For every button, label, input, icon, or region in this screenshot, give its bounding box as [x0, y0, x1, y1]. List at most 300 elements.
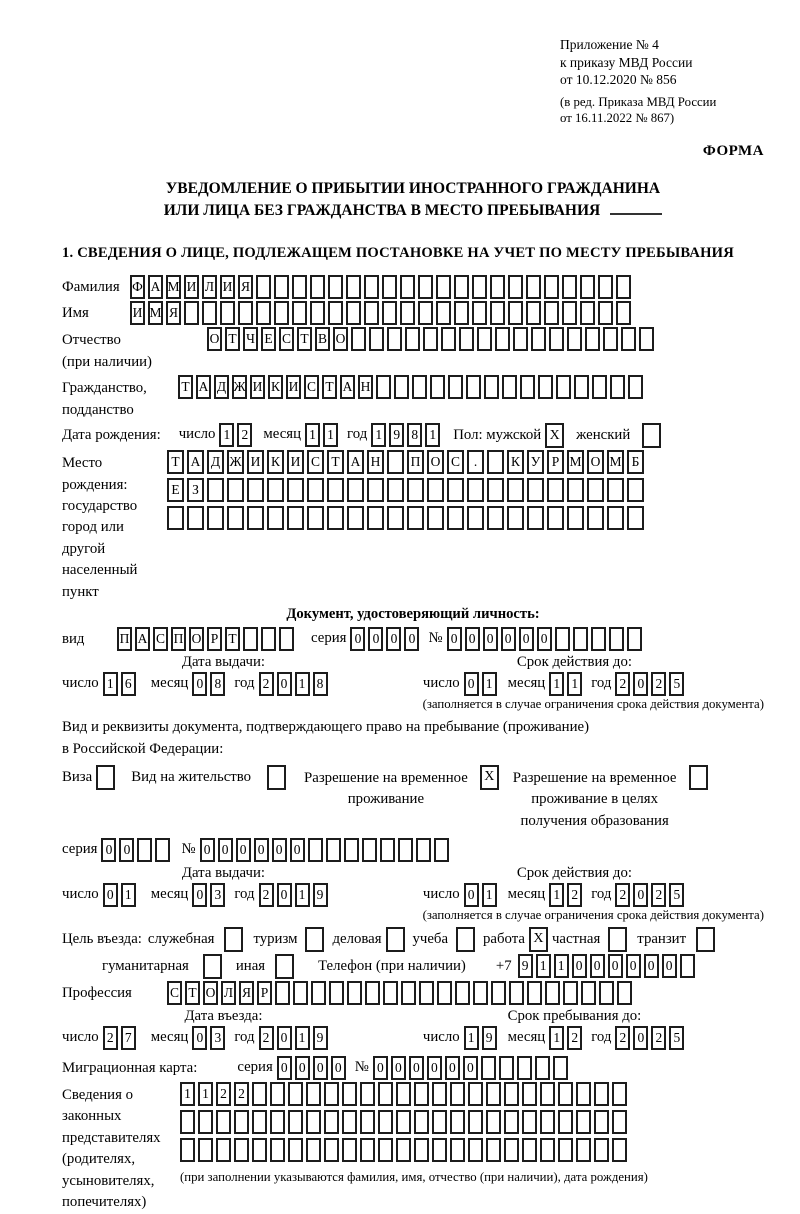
form-cell[interactable]	[594, 1138, 609, 1162]
form-cell[interactable]	[416, 838, 431, 862]
form-cell[interactable]	[307, 478, 324, 502]
form-cell[interactable]: 1	[425, 423, 440, 447]
form-cell[interactable]	[603, 327, 618, 351]
form-cell[interactable]: Т	[322, 375, 337, 399]
form-cell[interactable]: Ж	[232, 375, 247, 399]
form-cell[interactable]	[507, 478, 524, 502]
form-cell[interactable]	[592, 375, 607, 399]
form-cell[interactable]	[558, 1138, 573, 1162]
form-cell[interactable]: 1	[295, 883, 310, 907]
form-cell[interactable]: 0	[644, 954, 659, 978]
form-cell[interactable]: А	[148, 275, 163, 299]
form-cell[interactable]: Я	[166, 301, 181, 325]
purpose-business-checkbox[interactable]	[386, 927, 405, 952]
form-cell[interactable]: И	[220, 275, 235, 299]
form-cell[interactable]	[436, 275, 451, 299]
form-cell[interactable]: О	[427, 450, 444, 474]
form-cell[interactable]	[430, 375, 445, 399]
form-cell[interactable]: О	[203, 981, 218, 1005]
form-cell[interactable]	[342, 1110, 357, 1134]
form-cell[interactable]	[545, 981, 560, 1005]
form-cell[interactable]: Т	[225, 327, 240, 351]
form-cell[interactable]: 0	[350, 627, 365, 651]
form-cell[interactable]: М	[166, 275, 181, 299]
form-cell[interactable]: 1	[219, 423, 234, 447]
form-cell[interactable]	[567, 478, 584, 502]
form-cell[interactable]	[567, 327, 582, 351]
form-cell[interactable]	[414, 1110, 429, 1134]
form-cell[interactable]	[544, 301, 559, 325]
form-cell[interactable]	[558, 1110, 573, 1134]
form-cell[interactable]: С	[307, 450, 324, 474]
form-cell[interactable]	[432, 1082, 447, 1106]
form-cell[interactable]: 1	[305, 423, 320, 447]
form-cell[interactable]: Н	[358, 375, 373, 399]
form-cell[interactable]	[598, 275, 613, 299]
form-cell[interactable]: С	[279, 327, 294, 351]
form-cell[interactable]	[427, 478, 444, 502]
form-cell[interactable]	[459, 327, 474, 351]
form-cell[interactable]	[547, 478, 564, 502]
form-cell[interactable]	[227, 506, 244, 530]
form-cell[interactable]	[447, 478, 464, 502]
form-cell[interactable]: К	[507, 450, 524, 474]
form-cell[interactable]	[247, 478, 264, 502]
form-cell[interactable]	[367, 478, 384, 502]
form-cell[interactable]	[414, 1138, 429, 1162]
form-cell[interactable]	[562, 275, 577, 299]
form-cell[interactable]	[324, 1082, 339, 1106]
form-cell[interactable]	[432, 1110, 447, 1134]
form-cell[interactable]	[467, 478, 484, 502]
form-cell[interactable]	[198, 1138, 213, 1162]
sex-female-checkbox[interactable]	[642, 423, 661, 448]
form-cell[interactable]	[342, 1082, 357, 1106]
form-cell[interactable]	[527, 506, 544, 530]
form-cell[interactable]: Р	[257, 981, 272, 1005]
form-cell[interactable]	[252, 1110, 267, 1134]
form-cell[interactable]	[610, 375, 625, 399]
form-cell[interactable]	[396, 1110, 411, 1134]
form-cell[interactable]: 8	[210, 672, 225, 696]
form-cell[interactable]	[472, 275, 487, 299]
form-cell[interactable]: А	[187, 450, 204, 474]
form-cell[interactable]	[427, 506, 444, 530]
form-cell[interactable]: 0	[277, 1056, 292, 1080]
form-cell[interactable]: 8	[407, 423, 422, 447]
form-cell[interactable]	[580, 275, 595, 299]
form-cell[interactable]	[627, 506, 644, 530]
form-cell[interactable]	[387, 478, 404, 502]
form-cell[interactable]	[387, 327, 402, 351]
form-cell[interactable]	[538, 375, 553, 399]
form-cell[interactable]	[382, 301, 397, 325]
form-cell[interactable]	[234, 1110, 249, 1134]
form-cell[interactable]	[220, 301, 235, 325]
form-cell[interactable]: 9	[313, 883, 328, 907]
form-cell[interactable]	[227, 478, 244, 502]
form-cell[interactable]	[612, 1110, 627, 1134]
form-cell[interactable]	[292, 301, 307, 325]
form-cell[interactable]: 0	[501, 627, 516, 651]
form-cell[interactable]: 0	[465, 627, 480, 651]
form-cell[interactable]	[517, 1056, 532, 1080]
form-cell[interactable]	[307, 506, 324, 530]
form-cell[interactable]	[267, 478, 284, 502]
form-cell[interactable]: И	[250, 375, 265, 399]
form-cell[interactable]	[364, 275, 379, 299]
form-cell[interactable]: О	[189, 627, 204, 651]
form-cell[interactable]: 0	[633, 883, 648, 907]
form-cell[interactable]: Н	[367, 450, 384, 474]
sex-male-checkbox[interactable]: X	[545, 423, 564, 448]
form-cell[interactable]	[346, 275, 361, 299]
form-cell[interactable]: 1	[371, 423, 386, 447]
form-cell[interactable]: 3	[210, 1026, 225, 1050]
form-cell[interactable]: П	[117, 627, 132, 651]
form-cell[interactable]: 0	[254, 838, 269, 862]
form-cell[interactable]	[365, 981, 380, 1005]
form-cell[interactable]	[327, 478, 344, 502]
form-cell[interactable]: 0	[119, 838, 134, 862]
form-cell[interactable]: 0	[331, 1056, 346, 1080]
form-cell[interactable]	[369, 327, 384, 351]
form-cell[interactable]: С	[153, 627, 168, 651]
form-cell[interactable]	[347, 478, 364, 502]
form-cell[interactable]: Я	[238, 275, 253, 299]
form-cell[interactable]	[563, 981, 578, 1005]
form-cell[interactable]	[486, 1110, 501, 1134]
form-cell[interactable]: С	[304, 375, 319, 399]
form-cell[interactable]: 0	[103, 883, 118, 907]
form-cell[interactable]: М	[567, 450, 584, 474]
form-cell[interactable]: 1	[536, 954, 551, 978]
form-cell[interactable]	[609, 627, 624, 651]
form-cell[interactable]: 0	[464, 883, 479, 907]
form-cell[interactable]	[347, 981, 362, 1005]
form-cell[interactable]	[616, 301, 631, 325]
form-cell[interactable]: 2	[615, 883, 630, 907]
form-cell[interactable]	[639, 327, 654, 351]
form-cell[interactable]	[487, 478, 504, 502]
form-cell[interactable]: И	[184, 275, 199, 299]
form-cell[interactable]: 1	[180, 1082, 195, 1106]
form-cell[interactable]: 0	[386, 627, 401, 651]
form-cell[interactable]	[484, 375, 499, 399]
form-cell[interactable]	[587, 478, 604, 502]
form-cell[interactable]: 0	[662, 954, 677, 978]
form-cell[interactable]	[287, 506, 304, 530]
form-cell[interactable]: Б	[627, 450, 644, 474]
form-cell[interactable]	[400, 275, 415, 299]
form-cell[interactable]	[310, 301, 325, 325]
form-cell[interactable]	[378, 1138, 393, 1162]
form-cell[interactable]	[612, 1082, 627, 1106]
form-cell[interactable]: Л	[221, 981, 236, 1005]
form-cell[interactable]	[448, 375, 463, 399]
form-cell[interactable]	[378, 1110, 393, 1134]
form-cell[interactable]: 2	[567, 883, 582, 907]
form-cell[interactable]: О	[333, 327, 348, 351]
form-cell[interactable]: 9	[389, 423, 404, 447]
form-cell[interactable]	[310, 275, 325, 299]
form-cell[interactable]	[267, 506, 284, 530]
temp-residence-checkbox[interactable]: X	[480, 765, 499, 790]
form-cell[interactable]: 0	[192, 1026, 207, 1050]
form-cell[interactable]	[376, 375, 391, 399]
form-cell[interactable]	[540, 1082, 555, 1106]
form-cell[interactable]	[252, 1082, 267, 1106]
form-cell[interactable]	[137, 838, 152, 862]
form-cell[interactable]: И	[130, 301, 145, 325]
form-cell[interactable]	[450, 1082, 465, 1106]
form-cell[interactable]	[274, 301, 289, 325]
form-cell[interactable]: 1	[549, 883, 564, 907]
form-cell[interactable]	[522, 1110, 537, 1134]
form-cell[interactable]	[187, 506, 204, 530]
form-cell[interactable]	[447, 506, 464, 530]
purpose-tourism-checkbox[interactable]	[305, 927, 324, 952]
form-cell[interactable]	[398, 838, 413, 862]
form-cell[interactable]	[486, 1082, 501, 1106]
form-cell[interactable]	[504, 1110, 519, 1134]
form-cell[interactable]	[598, 301, 613, 325]
form-cell[interactable]	[553, 1056, 568, 1080]
form-cell[interactable]	[576, 1110, 591, 1134]
form-cell[interactable]: 9	[518, 954, 533, 978]
form-cell[interactable]	[547, 506, 564, 530]
form-cell[interactable]: Д	[214, 375, 229, 399]
form-cell[interactable]	[270, 1082, 285, 1106]
form-cell[interactable]	[616, 275, 631, 299]
form-cell[interactable]	[509, 981, 524, 1005]
form-cell[interactable]: 0	[483, 627, 498, 651]
form-cell[interactable]: 0	[272, 838, 287, 862]
form-cell[interactable]	[432, 1138, 447, 1162]
form-cell[interactable]	[327, 506, 344, 530]
form-cell[interactable]	[418, 301, 433, 325]
form-cell[interactable]: А	[340, 375, 355, 399]
form-cell[interactable]	[473, 981, 488, 1005]
form-cell[interactable]: 0	[101, 838, 116, 862]
form-cell[interactable]: А	[196, 375, 211, 399]
form-cell[interactable]: 1	[549, 672, 564, 696]
form-cell[interactable]	[396, 1082, 411, 1106]
form-cell[interactable]	[216, 1138, 231, 1162]
form-cell[interactable]	[555, 627, 570, 651]
form-cell[interactable]	[238, 301, 253, 325]
form-cell[interactable]	[293, 981, 308, 1005]
form-cell[interactable]	[412, 375, 427, 399]
form-cell[interactable]	[508, 275, 523, 299]
form-cell[interactable]	[522, 1082, 537, 1106]
form-cell[interactable]: Д	[207, 450, 224, 474]
form-cell[interactable]	[466, 375, 481, 399]
form-cell[interactable]	[306, 1110, 321, 1134]
form-cell[interactable]	[594, 1110, 609, 1134]
form-cell[interactable]	[351, 327, 366, 351]
form-cell[interactable]	[423, 327, 438, 351]
form-cell[interactable]	[436, 301, 451, 325]
form-cell[interactable]	[256, 301, 271, 325]
form-cell[interactable]	[580, 301, 595, 325]
form-cell[interactable]	[520, 375, 535, 399]
form-cell[interactable]	[628, 375, 643, 399]
form-cell[interactable]: 0	[427, 1056, 442, 1080]
form-cell[interactable]: Ч	[243, 327, 258, 351]
form-cell[interactable]: 1	[554, 954, 569, 978]
form-cell[interactable]	[346, 301, 361, 325]
form-cell[interactable]	[562, 301, 577, 325]
form-cell[interactable]: К	[267, 450, 284, 474]
form-cell[interactable]: И	[286, 375, 301, 399]
form-cell[interactable]: 6	[121, 672, 136, 696]
form-cell[interactable]: П	[407, 450, 424, 474]
form-cell[interactable]: Т	[185, 981, 200, 1005]
form-cell[interactable]	[540, 1138, 555, 1162]
form-cell[interactable]	[434, 838, 449, 862]
form-cell[interactable]	[468, 1082, 483, 1106]
form-cell[interactable]	[270, 1110, 285, 1134]
form-cell[interactable]	[490, 275, 505, 299]
form-cell[interactable]	[306, 1082, 321, 1106]
form-cell[interactable]	[324, 1110, 339, 1134]
form-cell[interactable]: 0	[200, 838, 215, 862]
form-cell[interactable]: 0	[277, 672, 292, 696]
form-cell[interactable]	[481, 1056, 496, 1080]
form-cell[interactable]: 2	[259, 883, 274, 907]
form-cell[interactable]	[621, 327, 636, 351]
form-cell[interactable]: 0	[464, 672, 479, 696]
purpose-private-checkbox[interactable]	[608, 927, 627, 952]
form-cell[interactable]: 0	[277, 883, 292, 907]
form-cell[interactable]	[487, 450, 504, 474]
form-cell[interactable]: О	[207, 327, 222, 351]
form-cell[interactable]: 0	[519, 627, 534, 651]
form-cell[interactable]: 1	[121, 883, 136, 907]
form-cell[interactable]: 1	[482, 672, 497, 696]
purpose-other-checkbox[interactable]	[275, 954, 294, 979]
form-cell[interactable]: 3	[210, 883, 225, 907]
form-cell[interactable]	[594, 1082, 609, 1106]
form-cell[interactable]	[455, 981, 470, 1005]
form-cell[interactable]	[607, 478, 624, 502]
form-cell[interactable]: А	[135, 627, 150, 651]
form-cell[interactable]	[324, 1138, 339, 1162]
form-cell[interactable]: 2	[234, 1082, 249, 1106]
form-cell[interactable]	[198, 1110, 213, 1134]
form-cell[interactable]	[508, 301, 523, 325]
form-cell[interactable]	[342, 1138, 357, 1162]
form-cell[interactable]: Е	[261, 327, 276, 351]
form-cell[interactable]	[360, 1082, 375, 1106]
form-cell[interactable]: Е	[167, 478, 184, 502]
form-cell[interactable]: 0	[447, 627, 462, 651]
form-cell[interactable]: 0	[463, 1056, 478, 1080]
form-cell[interactable]	[573, 627, 588, 651]
form-cell[interactable]	[585, 327, 600, 351]
form-cell[interactable]: В	[315, 327, 330, 351]
form-cell[interactable]	[544, 275, 559, 299]
form-cell[interactable]	[680, 954, 695, 978]
form-cell[interactable]	[450, 1138, 465, 1162]
form-cell[interactable]: 5	[669, 883, 684, 907]
form-cell[interactable]	[274, 275, 289, 299]
form-cell[interactable]: 7	[121, 1026, 136, 1050]
form-cell[interactable]: 1	[103, 672, 118, 696]
form-cell[interactable]	[401, 981, 416, 1005]
form-cell[interactable]	[507, 506, 524, 530]
form-cell[interactable]	[450, 1110, 465, 1134]
form-cell[interactable]: 1	[482, 883, 497, 907]
form-cell[interactable]	[306, 1138, 321, 1162]
form-cell[interactable]: 2	[259, 672, 274, 696]
form-cell[interactable]	[180, 1138, 195, 1162]
form-cell[interactable]	[495, 327, 510, 351]
form-cell[interactable]	[311, 981, 326, 1005]
form-cell[interactable]	[288, 1138, 303, 1162]
form-cell[interactable]	[367, 506, 384, 530]
purpose-transit-checkbox[interactable]	[696, 927, 715, 952]
form-cell[interactable]: 8	[313, 672, 328, 696]
form-cell[interactable]	[207, 478, 224, 502]
form-cell[interactable]: 0	[192, 672, 207, 696]
visa-checkbox[interactable]	[96, 765, 115, 790]
form-cell[interactable]: 2	[237, 423, 252, 447]
form-cell[interactable]	[558, 1082, 573, 1106]
form-cell[interactable]: Т	[327, 450, 344, 474]
form-cell[interactable]	[167, 506, 184, 530]
form-cell[interactable]	[556, 375, 571, 399]
form-cell[interactable]	[180, 1110, 195, 1134]
form-cell[interactable]: 2	[615, 1026, 630, 1050]
form-cell[interactable]	[527, 478, 544, 502]
form-cell[interactable]	[467, 506, 484, 530]
form-cell[interactable]	[256, 275, 271, 299]
form-cell[interactable]: 0	[313, 1056, 328, 1080]
form-cell[interactable]	[279, 627, 294, 651]
purpose-work-checkbox[interactable]: X	[529, 927, 548, 952]
form-cell[interactable]: Я	[239, 981, 254, 1005]
form-cell[interactable]: 1	[549, 1026, 564, 1050]
form-cell[interactable]	[527, 981, 542, 1005]
form-cell[interactable]	[414, 1082, 429, 1106]
form-cell[interactable]: 0	[590, 954, 605, 978]
form-cell[interactable]: 9	[482, 1026, 497, 1050]
form-cell[interactable]: 1	[464, 1026, 479, 1050]
form-cell[interactable]: 2	[216, 1082, 231, 1106]
form-cell[interactable]	[288, 1082, 303, 1106]
form-cell[interactable]: К	[268, 375, 283, 399]
form-cell[interactable]	[387, 450, 404, 474]
form-cell[interactable]: 0	[192, 883, 207, 907]
form-cell[interactable]	[522, 1138, 537, 1162]
form-cell[interactable]	[184, 301, 199, 325]
form-cell[interactable]: 1	[567, 672, 582, 696]
form-cell[interactable]	[292, 275, 307, 299]
form-cell[interactable]	[627, 627, 642, 651]
form-cell[interactable]: З	[187, 478, 204, 502]
form-cell[interactable]	[328, 301, 343, 325]
form-cell[interactable]	[216, 1110, 231, 1134]
form-cell[interactable]: 0	[445, 1056, 460, 1080]
form-cell[interactable]: 0	[295, 1056, 310, 1080]
form-cell[interactable]	[526, 275, 541, 299]
form-cell[interactable]: 1	[295, 672, 310, 696]
form-cell[interactable]	[287, 478, 304, 502]
form-cell[interactable]	[243, 627, 258, 651]
form-cell[interactable]	[491, 981, 506, 1005]
